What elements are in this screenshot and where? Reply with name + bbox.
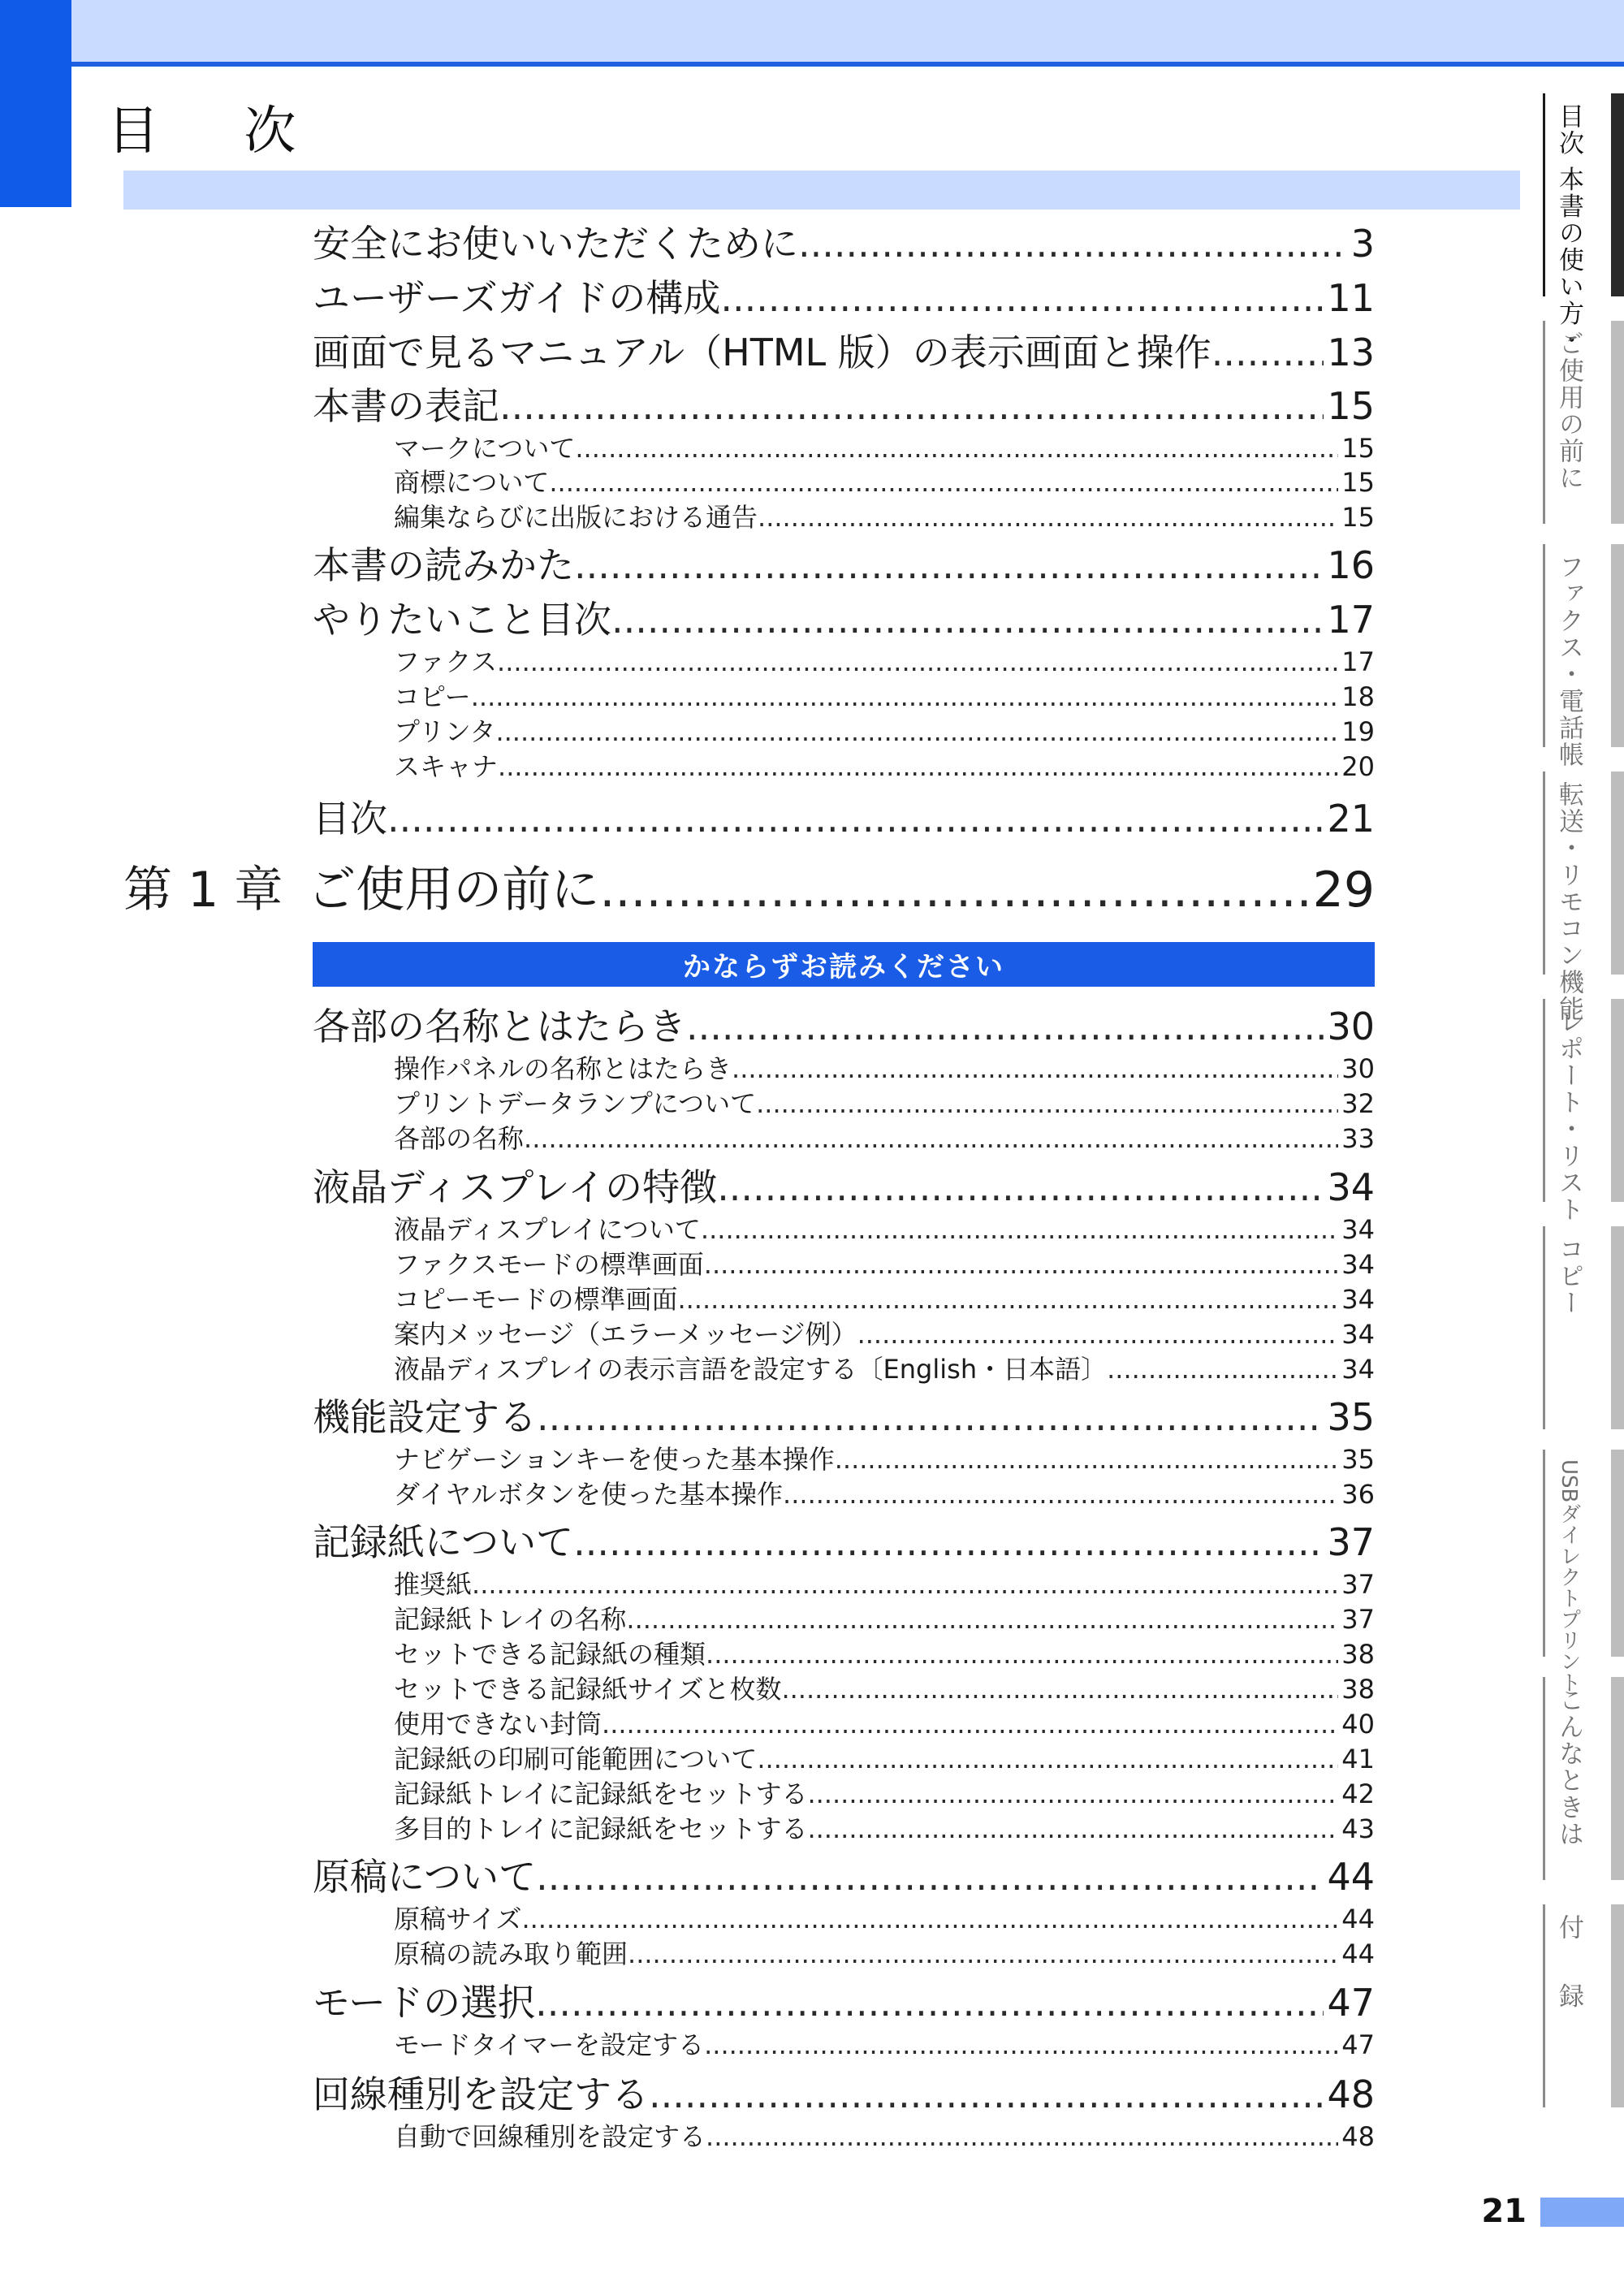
toc-entry[interactable] (313, 794, 1375, 843)
toc-subentry[interactable] (394, 1087, 1375, 1121)
toc-entry-title: 編集ならびに出版における通告 (394, 502, 758, 533)
toc-entry-page: 44 (1327, 1855, 1375, 1899)
toc-entry-title: 各部の名称 (394, 1123, 525, 1154)
leader-dots (758, 500, 1338, 534)
leader-dots (706, 2120, 1338, 2154)
toc-subentry[interactable] (394, 1602, 1375, 1636)
toc-entry-page: 44 (1341, 1938, 1375, 1969)
toc-entry-title: 案内メッセージ（エラーメッセージ例） (394, 1319, 857, 1350)
chapter-heading[interactable] (123, 858, 1375, 923)
header-band (71, 0, 1624, 67)
toc-entry-title: ナビゲーションキーを使った基本操作 (394, 1444, 835, 1475)
notice-banner: かならずお読みください (313, 942, 1375, 987)
toc-entry-title: 各部の名称とはたらき (313, 1005, 686, 1048)
toc-entry-page: 11 (1327, 276, 1375, 320)
toc-entry-title: 液晶ディスプレイの表示言語を設定する〔English・日本語〕 (394, 1354, 1108, 1385)
toc-subentry[interactable] (394, 1317, 1375, 1351)
toc-entry-title: モードの選択 (313, 1981, 536, 2025)
toc-entry-page: 18 (1341, 681, 1375, 712)
toc-subentry[interactable] (394, 1567, 1375, 1601)
toc-entry-page: 16 (1327, 543, 1375, 587)
side-tab-label: コピー (1554, 1236, 1583, 1316)
leader-dots (686, 1002, 1324, 1051)
toc-subentry[interactable] (394, 1442, 1375, 1476)
side-tab-label: 転送・リモコン機能 (1554, 781, 1583, 1022)
toc-subentry[interactable] (394, 1122, 1375, 1156)
toc-entry[interactable] (313, 328, 1375, 377)
toc-entry-page: 32 (1341, 1088, 1375, 1119)
toc-entry-page: 42 (1341, 1779, 1375, 1809)
toc-entry-page: 34 (1341, 1354, 1375, 1385)
toc-entry-title: 目次 (313, 797, 387, 841)
toc-subentry[interactable] (394, 1212, 1375, 1247)
toc-entry-title: 操作パネルの名称とはたらき (394, 1053, 732, 1084)
toc-subentry[interactable] (394, 1282, 1375, 1316)
side-tab-fax[interactable] (1543, 544, 1624, 768)
toc-subentry[interactable] (394, 1937, 1375, 1971)
leader-dots (535, 1978, 1324, 2027)
toc-entry-title: コピーモードの標準画面 (394, 1284, 678, 1315)
toc-subentry[interactable] (394, 1352, 1375, 1386)
toc-entry-page: 15 (1341, 433, 1375, 464)
side-tab-before-use[interactable] (1543, 321, 1624, 524)
leader-dots (626, 1602, 1338, 1636)
toc-entry-title: ファクスモードの標準画面 (394, 1249, 704, 1280)
leader-dots (783, 1477, 1338, 1511)
leader-dots (573, 1518, 1324, 1567)
toc-subentry[interactable] (394, 750, 1375, 784)
leader-dots (575, 431, 1338, 465)
leader-dots (1107, 1352, 1338, 1386)
toc-entry[interactable] (313, 274, 1375, 322)
corner-accent-block (0, 0, 71, 207)
toc-entry-page: 38 (1341, 1674, 1375, 1705)
toc-subentry[interactable] (394, 500, 1375, 534)
leader-dots (495, 715, 1338, 749)
toc-subentry[interactable] (394, 2120, 1375, 2154)
toc-entry-title: セットできる記録紙の種類 (394, 1639, 706, 1670)
tab-edge (1611, 771, 1624, 975)
leader-dots (1212, 328, 1324, 377)
toc-entry-title: 使用できない封筒 (394, 1709, 603, 1740)
toc-entry-page: 36 (1341, 1479, 1375, 1510)
tab-edge (1611, 544, 1624, 747)
leader-dots (706, 1637, 1338, 1671)
toc-subentry[interactable] (394, 1637, 1375, 1671)
toc-entry-page: 37 (1341, 1569, 1375, 1600)
page-number: 21 (1481, 2193, 1527, 2230)
toc-entry-page: 15 (1341, 502, 1375, 533)
tab-edge (1611, 1226, 1624, 1429)
toc-entry-title: 自動で回線種別を設定する (394, 2121, 706, 2152)
toc-entry-page: 19 (1341, 716, 1375, 747)
leader-dots (549, 465, 1338, 499)
toc-entry-page: 48 (1341, 2121, 1375, 2152)
tab-edge (1611, 1450, 1624, 1657)
side-tab-usb[interactable] (1543, 1450, 1624, 1693)
leader-dots (835, 1442, 1339, 1476)
side-tab-label: 付 録 (1554, 1914, 1583, 2026)
side-tab-forwarding[interactable] (1543, 771, 1624, 1022)
leader-dots (701, 1212, 1338, 1247)
toc-entry-page: 34 (1341, 1214, 1375, 1245)
toc-entry-title: ダイヤルボタンを使った基本操作 (394, 1479, 784, 1510)
toc-entry-page: 33 (1341, 1123, 1375, 1154)
toc-entry-title: 機能設定する (313, 1395, 537, 1439)
toc-subentry[interactable] (394, 1812, 1375, 1846)
toc-subentry[interactable] (394, 1777, 1375, 1811)
toc-subentry[interactable] (394, 1902, 1375, 1936)
toc-entry[interactable] (313, 1163, 1375, 1212)
leader-dots (537, 1393, 1324, 1441)
chapter-title: ご使用の前に (307, 862, 600, 918)
toc-entry-page: 40 (1341, 1709, 1375, 1740)
leader-dots (807, 1812, 1338, 1846)
side-tab-toc[interactable] (1543, 93, 1624, 354)
toc-subentry[interactable] (394, 1707, 1375, 1741)
toc-entry-page: 34 (1341, 1284, 1375, 1315)
toc-entry[interactable] (313, 1852, 1375, 1901)
toc-entry-page: 35 (1327, 1395, 1375, 1439)
toc-subentry[interactable] (394, 2028, 1375, 2062)
leader-dots (720, 274, 1324, 322)
page-title: 目 次 (107, 102, 330, 162)
leader-dots (704, 2028, 1338, 2062)
toc-entry-title: やりたいこと目次 (313, 598, 611, 642)
toc-entry-page: 41 (1341, 1744, 1375, 1774)
toc-entry-title: 原稿について (313, 1855, 537, 1899)
page-number-bar (1540, 2198, 1624, 2227)
toc-entry-title: マークについて (394, 433, 576, 464)
toc-entry[interactable] (313, 1002, 1375, 1051)
toc-entry-title: 安全にお使いいただくために (313, 222, 798, 266)
toc-entry[interactable] (313, 595, 1375, 644)
toc-entry-page: 17 (1341, 646, 1375, 677)
toc-entry[interactable] (313, 382, 1375, 430)
toc-entry-page: 15 (1327, 384, 1375, 428)
leader-dots (649, 2070, 1324, 2119)
toc-entry[interactable] (313, 1518, 1375, 1567)
toc-entry-page: 37 (1327, 1520, 1375, 1564)
side-tab-label: ファクス・電話帳 (1554, 554, 1583, 768)
leader-dots (471, 680, 1339, 714)
toc-entry-page: 3 (1350, 222, 1375, 266)
leader-dots (521, 1902, 1338, 1936)
leader-dots (599, 858, 1309, 923)
toc-subentry[interactable] (394, 1672, 1375, 1706)
toc-entry-title: 原稿の読み取り範囲 (394, 1938, 628, 1969)
leader-dots (524, 1122, 1338, 1156)
tab-edge (1611, 1904, 1624, 2107)
toc-entry-title: 記録紙の印刷可能範囲について (394, 1744, 758, 1774)
toc-entry-page: 30 (1327, 1005, 1375, 1048)
toc-entry-title: 本書の読みかた (313, 543, 574, 587)
toc-entry-page: 34 (1341, 1319, 1375, 1350)
toc-entry[interactable] (313, 541, 1375, 590)
leader-dots (499, 382, 1324, 430)
toc-entry-page: 21 (1327, 797, 1375, 841)
side-tab-label: 目次 本書の使い方・ (1554, 103, 1583, 354)
toc-entry-page: 17 (1327, 598, 1375, 642)
leader-dots (781, 1672, 1338, 1706)
side-tab-appendix[interactable] (1543, 1904, 1624, 2107)
leader-dots (677, 1282, 1338, 1316)
leader-dots (498, 750, 1338, 784)
toc-entry-title: 回線種別を設定する (313, 2072, 649, 2116)
toc-entry-title: モードタイマーを設定する (394, 2029, 705, 2060)
side-tab-copy[interactable] (1543, 1226, 1624, 1429)
toc-entry-page: 34 (1341, 1249, 1375, 1280)
toc-entry-page: 34 (1327, 1165, 1375, 1209)
chapter-page: 29 (1312, 862, 1375, 918)
toc-subentry[interactable] (394, 1247, 1375, 1281)
toc-entry-title: 推奨紙 (394, 1569, 473, 1600)
leader-dots (732, 1052, 1338, 1086)
toc-entry-title: 原稿サイズ (394, 1904, 522, 1934)
toc-entry[interactable] (313, 1393, 1375, 1441)
toc-subentry[interactable] (394, 680, 1375, 714)
side-tab-report[interactable] (1543, 999, 1624, 1223)
leader-dots (536, 1852, 1324, 1901)
toc-entry-page: 38 (1341, 1639, 1375, 1670)
chapter-label: 第 1 章 (123, 862, 283, 918)
toc-entry-title: 多目的トレイに記録紙をセットする (394, 1813, 808, 1844)
leader-dots (757, 1742, 1338, 1776)
toc-subentry[interactable] (394, 715, 1375, 749)
toc-entry-page: 47 (1341, 2029, 1375, 2060)
toc-subentry[interactable] (394, 645, 1375, 679)
toc-entry-title: コピー (394, 681, 471, 712)
toc-entry-page: 44 (1341, 1904, 1375, 1934)
side-tab-label: ご使用の前に (1554, 331, 1583, 491)
toc-entry-page: 37 (1341, 1604, 1375, 1635)
side-tab-troubleshooting[interactable] (1543, 1677, 1624, 1880)
toc-entry-title: ファクス (394, 646, 498, 677)
toc-entry-title: セットできる記録紙サイズと枚数 (394, 1674, 782, 1705)
tab-edge (1611, 1677, 1624, 1880)
toc-entry-page: 13 (1327, 331, 1375, 374)
toc-entry-title: 商標について (394, 467, 550, 498)
toc-subentry[interactable] (394, 431, 1375, 465)
leader-dots (628, 1937, 1338, 1971)
toc-entry-title: プリントデータランプについて (394, 1088, 757, 1119)
title-underline-bar (123, 171, 1520, 210)
toc-entry-title: 記録紙について (313, 1520, 574, 1564)
side-tab-label: こんなときは (1554, 1687, 1583, 1848)
leader-dots (611, 595, 1324, 644)
toc-entry-title: 液晶ディスプレイの特徴 (313, 1165, 718, 1209)
toc-entry-page: 35 (1341, 1444, 1375, 1475)
tab-edge (1611, 93, 1624, 296)
leader-dots (807, 1777, 1338, 1811)
tab-edge (1611, 321, 1624, 524)
toc-entry[interactable] (313, 219, 1375, 268)
toc-subentry[interactable] (394, 1742, 1375, 1776)
leader-dots (387, 794, 1324, 843)
toc-entry-title: 液晶ディスプレイについて (394, 1214, 701, 1245)
toc-entry-title: プリンタ (394, 716, 496, 747)
toc-entry[interactable] (313, 2070, 1375, 2119)
toc-entry-title: 記録紙トレイの名称 (394, 1604, 627, 1635)
leader-dots (798, 219, 1348, 268)
toc-entry-title: 画面で見るマニュアル（HTML 版）の表示画面と操作 (313, 331, 1212, 374)
leader-dots (602, 1707, 1338, 1741)
toc-entry-title: ユーザーズガイドの構成 (313, 276, 721, 320)
leader-dots (574, 541, 1324, 590)
leader-dots (756, 1087, 1338, 1121)
toc-entry-page: 43 (1341, 1813, 1375, 1844)
toc-entry-title: 記録紙トレイに記録紙をセットする (394, 1779, 808, 1809)
toc-entry-title: 本書の表記 (313, 384, 499, 428)
toc-subentry[interactable] (394, 465, 1375, 499)
leader-dots (497, 645, 1338, 679)
leader-dots (704, 1247, 1339, 1281)
side-tab-label: レポート・リスト (1554, 1009, 1583, 1223)
toc-entry-page: 48 (1327, 2072, 1375, 2116)
toc-subentry[interactable] (394, 1052, 1375, 1086)
toc-entry-page: 20 (1341, 751, 1375, 782)
toc-entry-page: 30 (1341, 1053, 1375, 1084)
toc-subentry[interactable] (394, 1477, 1375, 1511)
leader-dots (857, 1317, 1339, 1351)
toc-entry[interactable] (313, 1978, 1375, 2027)
toc-entry-page: 15 (1341, 467, 1375, 498)
side-tab-label: USBダイレクトプリント (1557, 1459, 1581, 1693)
leader-dots (472, 1567, 1338, 1601)
toc-entry-page: 47 (1327, 1981, 1375, 2025)
leader-dots (717, 1163, 1324, 1212)
tab-edge (1611, 999, 1624, 1202)
toc-entry-title: スキャナ (394, 751, 499, 782)
